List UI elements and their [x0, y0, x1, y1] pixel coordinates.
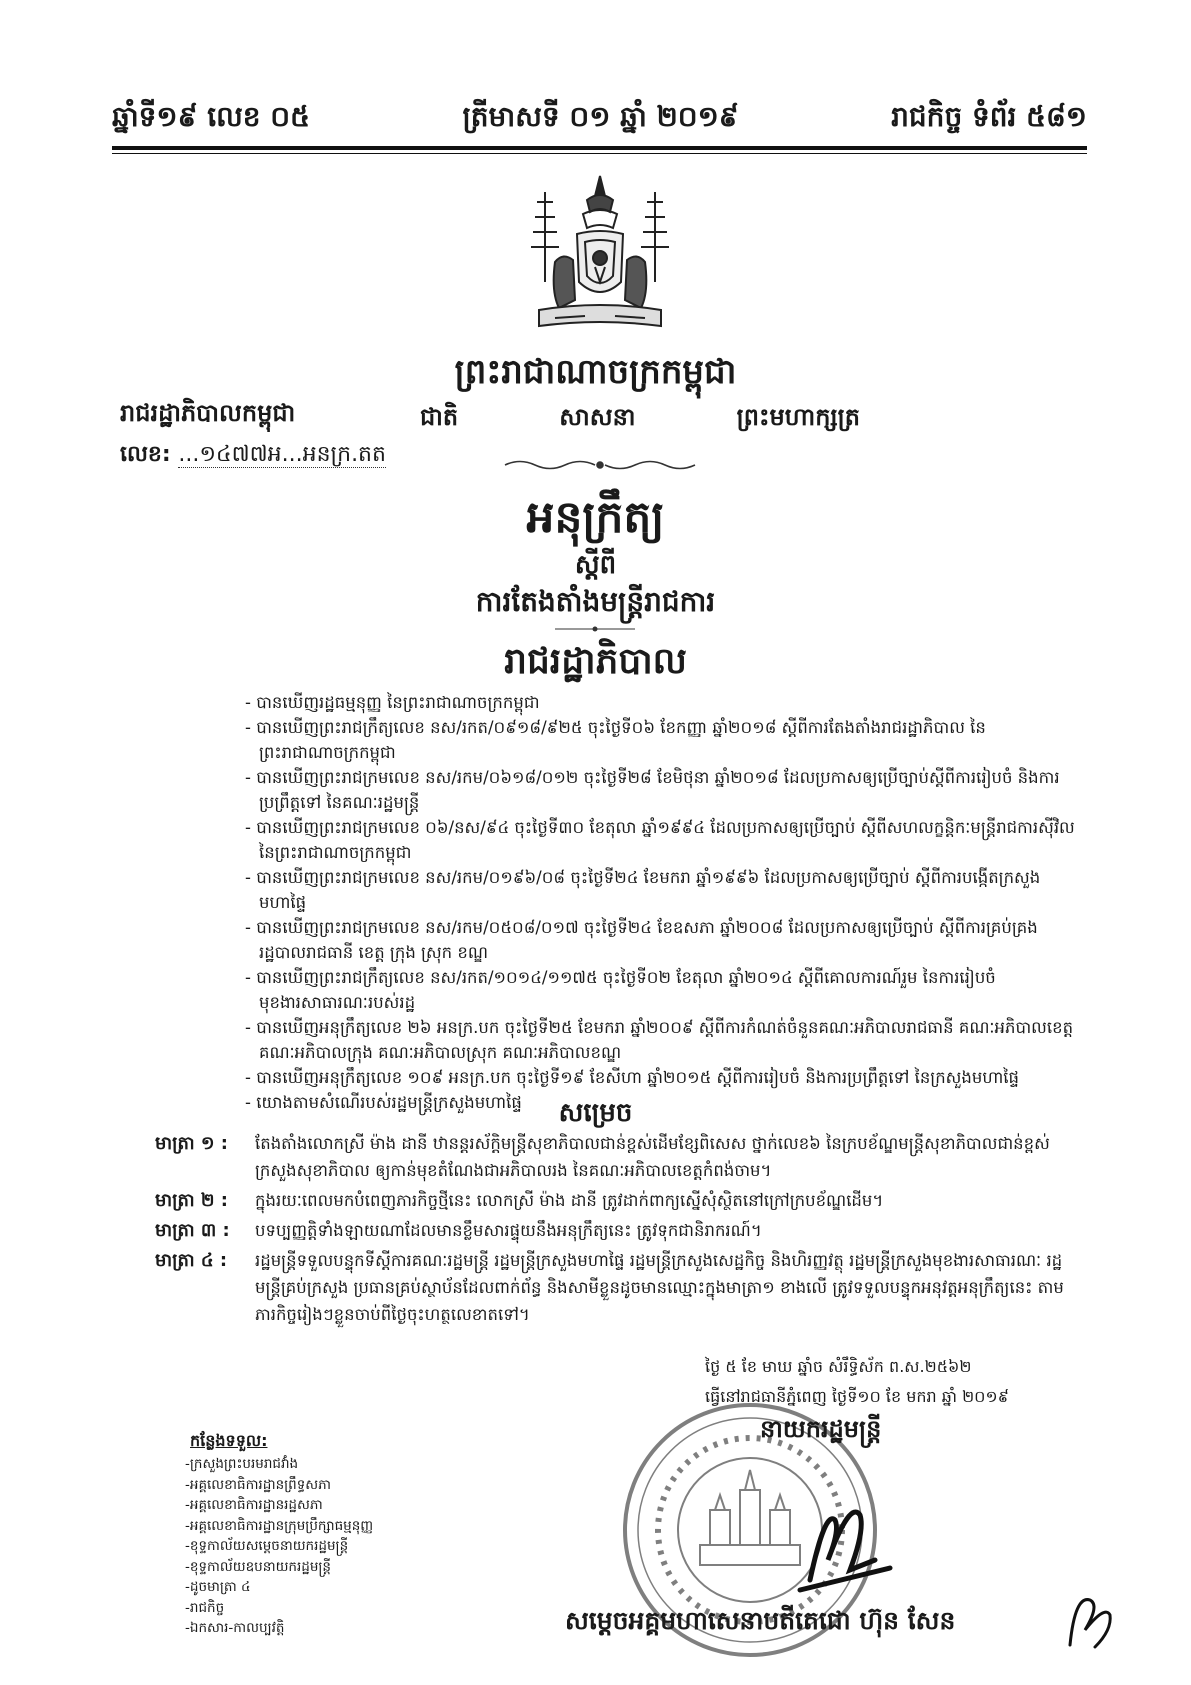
recital-item: - បានឃើញព្រះរាជក្រមលេខ នស/រកម/០១៩៦/០៨ ចុះថ្ងៃទី២៤ ខែមករា ឆ្នាំ១៩៩៦ ដែលប្រកាសឲ្យប្រើច្បាប់ ស្តីពីការបង្កើតក្រសួងមហាផ្ទៃ — [245, 865, 1075, 915]
article-text: បទប្បញ្ញត្តិទាំងឡាយណាដែលមានខ្លឹមសារផ្ទុយនឹងអនុក្រឹត្យនេះ ត្រូវទុកជានិរាករណ៍។ — [255, 1221, 762, 1240]
gazette-header — [112, 96, 1087, 140]
issuer-heading: រាជរដ្ឋាភិបាល — [504, 641, 687, 682]
article-label: មាត្រា ៣ : — [155, 1220, 230, 1241]
motto-king: ព្រះមហាក្សត្រ — [736, 403, 860, 431]
document-subject: ការតែងតាំងមន្ត្រីរាជការ — [475, 585, 716, 618]
prime-minister-name: សម្តេចអគ្គមហាសេនាបតីតេជោ ហ៊ុន សែន — [565, 1606, 956, 1635]
header-year-issue: ឆ្នាំទី១៩ លេខ ០៥ — [112, 100, 310, 133]
decree-number-value: ...១៤៧៧អ...អនក្រ.តត — [178, 442, 386, 467]
recipient-item: - អគ្គលេខាធិការដ្ឋានរដ្ឋសភា — [185, 1495, 373, 1516]
recitals-list — [245, 690, 1075, 1115]
recital-item: - បានឃើញព្រះរាជក្រមលេខ នស/រកម/០៦១៨/០១២ ចុះថ្ងៃទី២៨ ខែមិថុនា ឆ្នាំ២០១៨ ដែលប្រកាសឲ្យប្រើច្បាប់ស្តីពីការរៀបចំ និងការប្រព្រឹត្តទៅ នៃគណៈរដ្ឋមន្ត្រី — [245, 765, 1075, 815]
header-divider-thin — [112, 153, 1087, 154]
recipient-item: - អគ្គលេខាធិការដ្ឋានក្រុមប្រឹក្សាធម្មនុញ្ញ — [185, 1516, 373, 1537]
ornament-divider-icon — [500, 456, 700, 474]
lunar-date: ថ្ងៃ ៥ ខែ មាឃ ឆ្នាំច សំរឹទ្ធិស័ក ព.ស.២៥៦២ — [705, 1357, 972, 1376]
recipient-item: - អគ្គលេខាធិការដ្ឋានព្រឹទ្ធសភា — [185, 1475, 373, 1496]
decree-number-label: លេខ — [120, 442, 162, 467]
recipient-item: - ដូចមាត្រា ៤ — [185, 1577, 373, 1598]
article-4 — [155, 1247, 1080, 1328]
motto-religion: សាសនា — [559, 403, 636, 431]
articles-list — [155, 1130, 1080, 1331]
recital-item: - បានឃើញអនុក្រឹត្យលេខ ១០៩ អនក្រ.បក ចុះថ្ងៃទី១៩ ខែសីហា ឆ្នាំ២០១៥ ស្តីពីការរៀបចំ និងការប្រព្រឹត្តទៅ នៃក្រសួងមហាផ្ទៃ — [245, 1065, 1075, 1090]
article-label: មាត្រា ២ : — [155, 1190, 228, 1211]
document-subtitle: ស្តីពី — [574, 550, 617, 580]
small-divider-icon — [555, 624, 635, 634]
motto-nation: ជាតិ — [420, 403, 459, 431]
recital-item: - យោងតាមសំណើរបស់រដ្ឋមន្ត្រីក្រសួងមហាផ្ទៃ — [245, 1090, 1075, 1115]
initial-signature-icon — [1060, 1585, 1120, 1655]
article-text: ក្នុងរយៈពេលមកបំពេញភារកិច្ចថ្មីនេះ លោកស្រី ម៉ាង ដានី ត្រូវដាក់ពាក្យស្នើសុំស្ថិតនៅក្រៅក្របខ័ណ្ឌដើម។ — [255, 1191, 884, 1210]
recipient-item: - ក្រសួងព្រះបរមរាជវាំង — [185, 1454, 373, 1475]
recital-item: - បានឃើញព្រះរាជក្រមលេខ ០៦/នស/៩៤ ចុះថ្ងៃទី៣០ ខែតុលា ឆ្នាំ១៩៩៤ ដែលប្រកាសឲ្យប្រើច្បាប់ ស្តីពីសហលក្ខន្តិកៈមន្ត្រីរាជការស៊ីវិល នៃព្រះរាជាណាចក្រកម្ពុជា — [245, 815, 1075, 865]
recipient-item: - ខុទ្ទកាល័យសម្តេចនាយករដ្ឋមន្ត្រី — [185, 1536, 373, 1557]
recipient-item: - ឯកសារ-កាលប្បវត្តិ — [185, 1618, 373, 1639]
article-2 — [155, 1187, 1080, 1214]
national-motto — [420, 402, 860, 437]
recital-item: - បានឃើញអនុក្រឹត្យលេខ ២៦ អនក្រ.បក ចុះថ្ងៃទី២៥ ខែមករា ឆ្នាំ២០០៩ ស្តីពីការកំណត់ចំនួនគណៈអភិបាលរាជធានី គណៈអភិបាលខេត្ត គណៈអភិបាលក្រុង គណៈអភិបាលស្រុក គណៈអភិបាលខណ្ឌ — [245, 1015, 1075, 1065]
prime-minister-title: នាយករដ្ឋមន្ត្រី — [760, 1415, 882, 1443]
header-page: រាជកិច្ច ទំព័រ ៥៨១ — [891, 100, 1087, 133]
article-text: តែងតាំងលោកស្រី ម៉ាង ដានី ឋានន្តរស័ក្តិមន្ត្រីសុខាភិបាលជាន់ខ្ពស់ដើមខ្សែពិសេស ថ្នាក់លេខ៦ នៃក្របខ័ណ្ឌមន្ត្រីសុខាភិបាលជាន់ខ្ពស់ ក្រសួងសុខាភិបាល ឲ្យកាន់មុខតំណែងជាអភិបាលរង នៃគណៈអភិបាលខេត្តកំពង់ចាម។ — [255, 1134, 1050, 1180]
article-3 — [155, 1217, 1080, 1244]
issuing-government: រាជរដ្ឋាភិបាលកម្ពុជា — [120, 399, 296, 427]
recipients-title: កន្លែងទទួល: — [190, 1431, 268, 1450]
header-date: ត្រីមាសទី ០១ ឆ្នាំ ២០១៩ — [462, 100, 739, 133]
recipient-item: - រាជកិច្ច — [185, 1598, 373, 1619]
prime-minister-signature-icon — [780, 1490, 900, 1600]
document-title: អនុក្រឹត្យ — [526, 492, 665, 543]
solar-date: ធ្វើនៅរាជធានីភ្នំពេញ ថ្ងៃទី១០ ខែ មករា ឆ្នាំ ២០១៩ — [705, 1387, 1009, 1406]
recital-item: - បានឃើញព្រះរាជក្រឹត្យលេខ នស/រកត/០៩១៨/៩២៥ ចុះថ្ងៃទី០៦ ខែកញ្ញា ឆ្នាំ២០១៨ ស្តីពីការតែងតាំងរាជរដ្ឋាភិបាល នៃព្រះរាជាណាចក្រកម្ពុជា — [245, 715, 1075, 765]
recital-item: - បានឃើញព្រះរាជក្រមលេខ នស/រកម/០៥០៨/០១៧ ចុះថ្ងៃទី២៤ ខែឧសភា ឆ្នាំ២០០៨ ដែលប្រកាសឲ្យប្រើច្បាប់ ស្តីពីការគ្រប់គ្រងរដ្ឋបាលរាជធានី ខេត្ត ក្រុង ស្រុក ខណ្ឌ — [245, 915, 1075, 965]
article-1 — [155, 1130, 1080, 1184]
header-divider-thick — [112, 146, 1087, 150]
decides-heading: សម្រេច — [558, 1098, 633, 1128]
royal-coat-of-arms-icon — [515, 172, 685, 342]
article-label: មាត្រា ១ : — [155, 1133, 228, 1154]
recital-item: - បានឃើញព្រះរាជក្រឹត្យលេខ នស/រកត/១០១៤/១១៧៥ ចុះថ្ងៃទី០២ ខែតុលា ឆ្នាំ២០១៤ ស្តីពីគោលការណ៍រួម នៃការរៀបចំមុខងារសាធារណៈរបស់រដ្ឋ — [245, 965, 1075, 1015]
decree-number: លេខ: ...១៤៧៧អ...អនក្រ.តត — [120, 442, 386, 467]
article-text: រដ្ឋមន្ត្រីទទួលបន្ទុកទីស្តីការគណៈរដ្ឋមន្ត្រី រដ្ឋមន្ត្រីក្រសួងមហាផ្ទៃ រដ្ឋមន្ត្រីក្រសួងសេដ្ឋកិច្ច និងហិរញ្ញវត្ថុ រដ្ឋមន្ត្រីក្រសួងមុខងារសាធារណៈ រដ្ឋមន្ត្រីគ្រប់ក្រសួង ប្រធានគ្រប់ស្ថាប័នដែលពាក់ព័ន្ធ និងសាមីខ្លួនដូចមានឈ្មោះក្នុងមាត្រា១ ខាងលើ ត្រូវទទួលបន្ទុកអនុវត្តអនុក្រឹត្យនេះ តាមភារកិច្ចរៀងៗខ្លួនចាប់ពីថ្ងៃចុះហត្ថលេខាតទៅ។ — [255, 1251, 1064, 1324]
recipient-item: - ខុទ្ទកាល័យឧបនាយករដ្ឋមន្ត្រី — [185, 1557, 373, 1578]
recital-item: - បានឃើញរដ្ឋធម្មនុញ្ញ នៃព្រះរាជាណាចក្រកម្ពុជា — [245, 690, 1075, 715]
kingdom-name: ព្រះរាជាណាចក្រកម្ពុជា — [454, 352, 737, 392]
recipients-list — [185, 1454, 373, 1639]
article-label: មាត្រា ៤ : — [155, 1250, 228, 1271]
